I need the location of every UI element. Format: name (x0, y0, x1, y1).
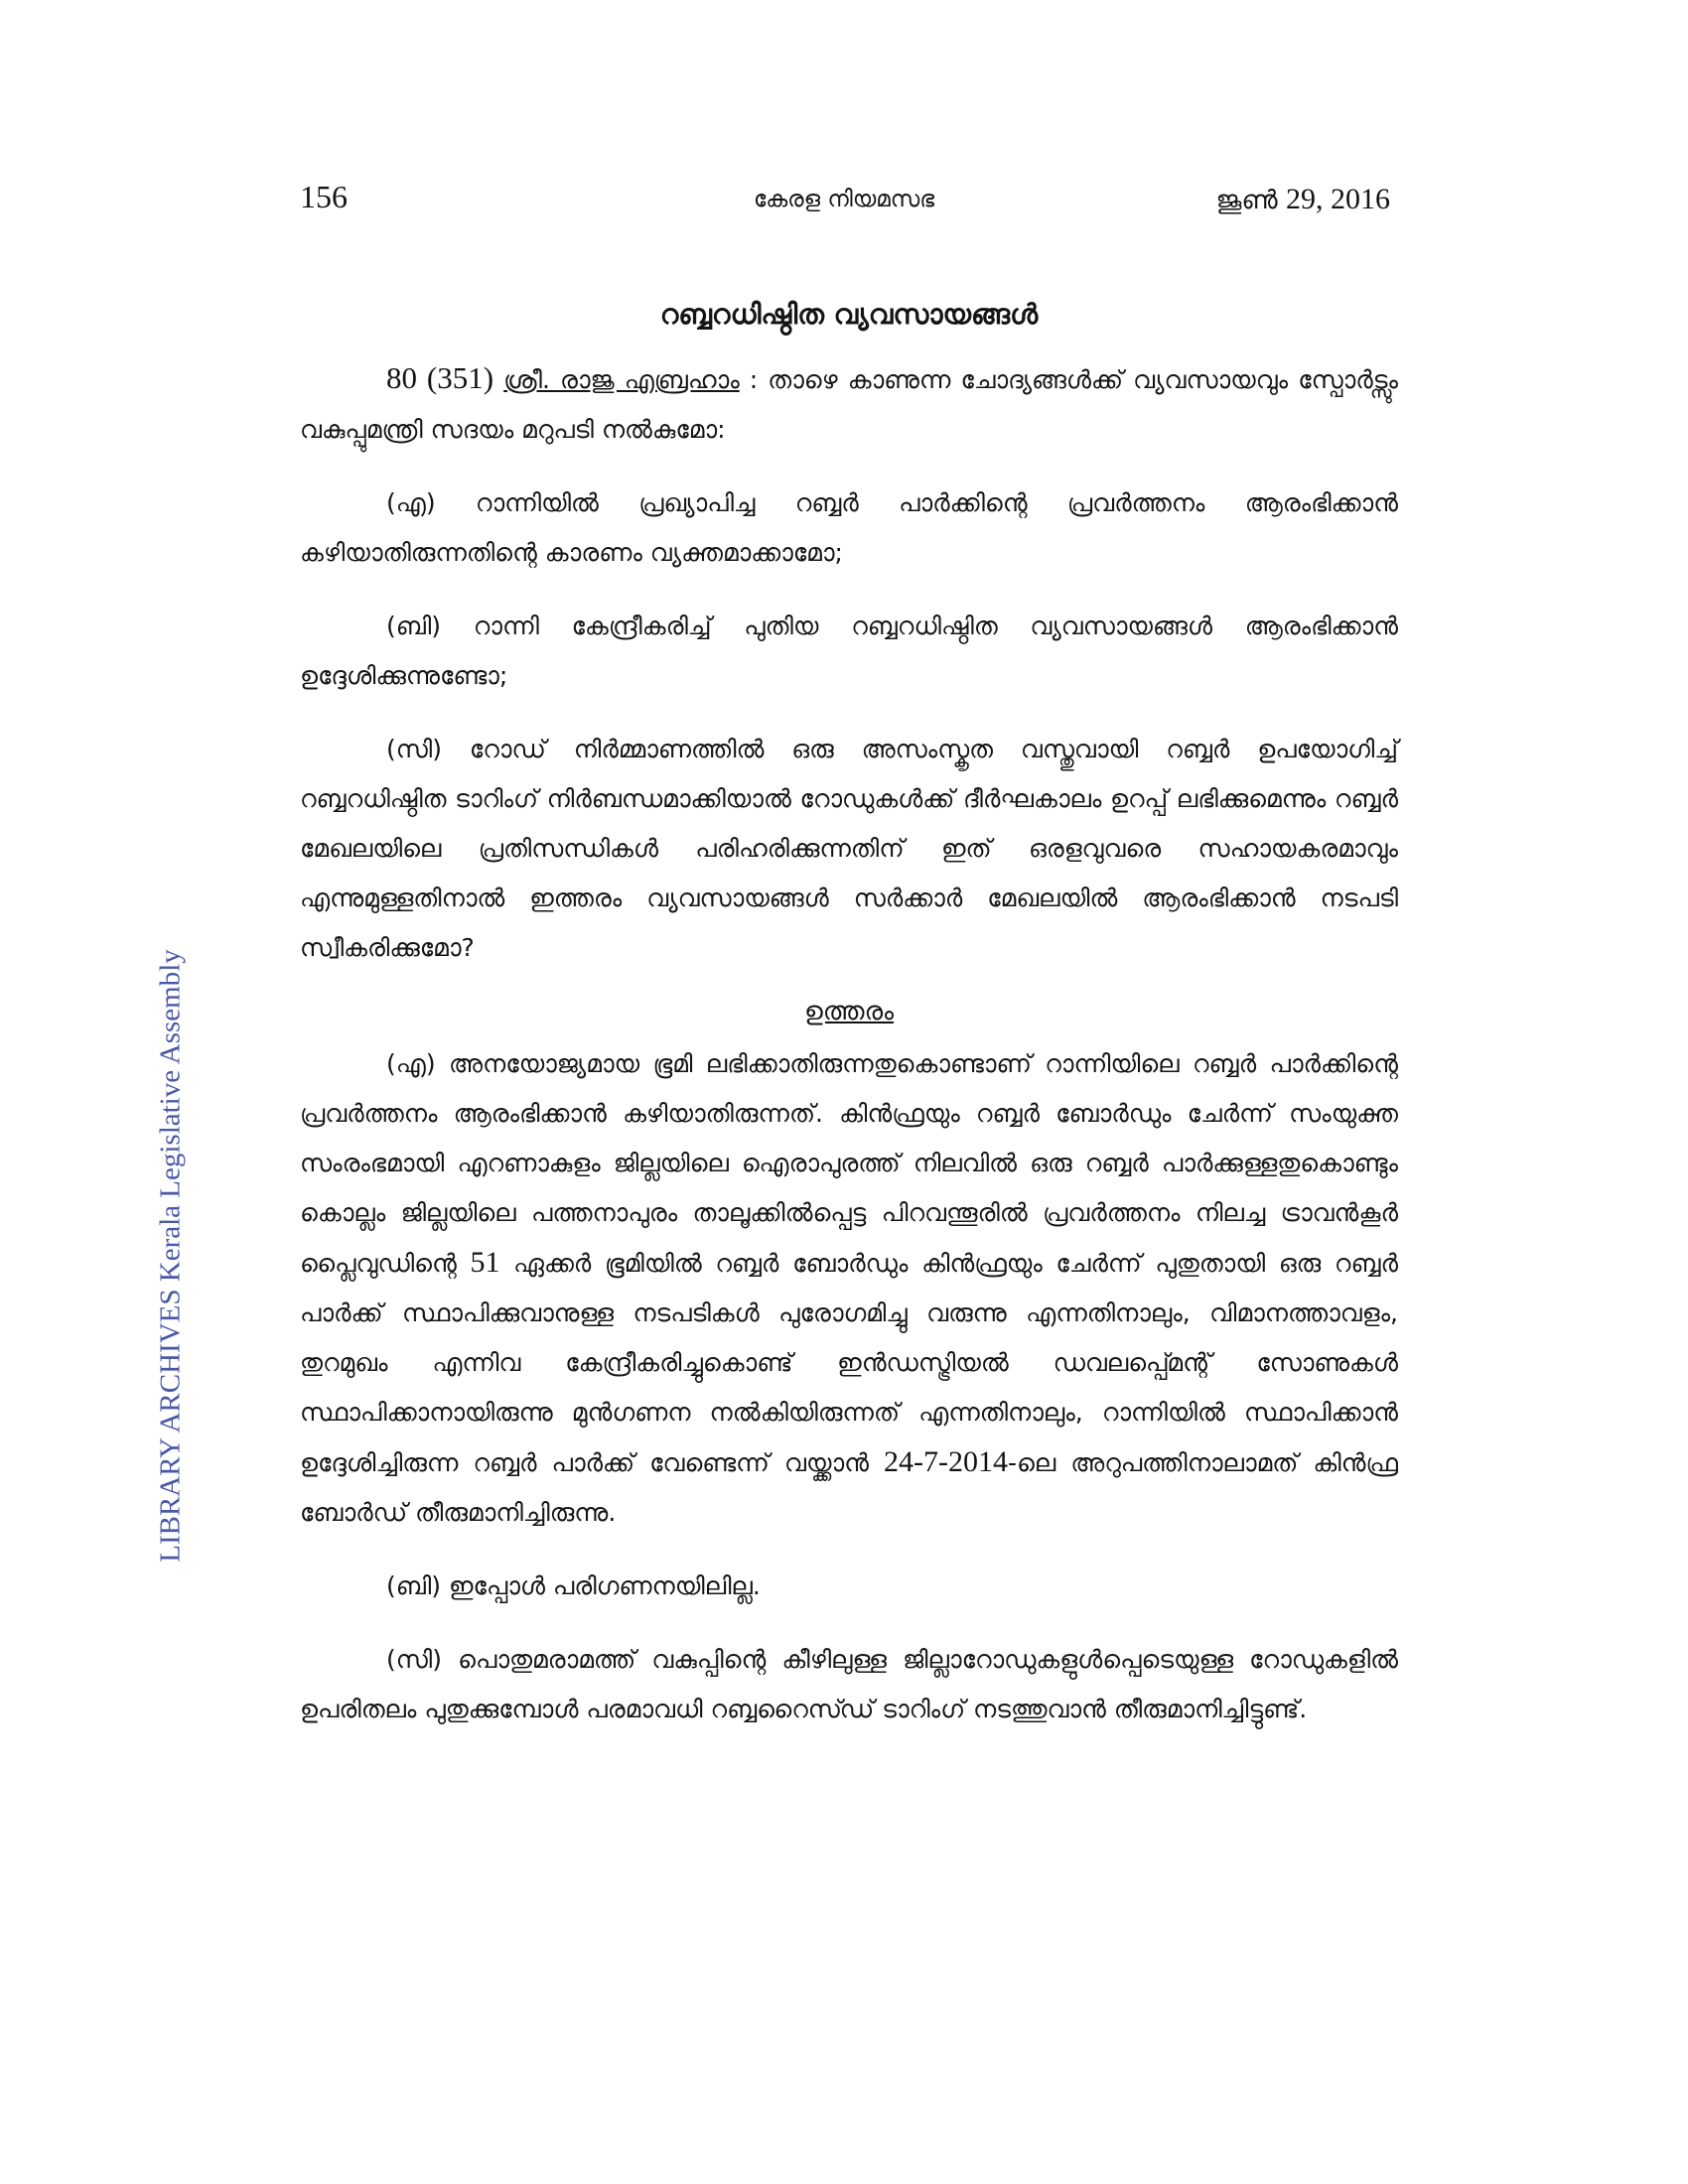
question-number: 80 (351) (386, 360, 494, 395)
question-intro (300, 353, 1398, 455)
question-part-b: (ബി) റാന്നി കേന്ദ്രീകരിച്ച് പുതിയ റബ്ബറധിഷ്ഠിത വ്യവസായങ്ങൾ ആരംഭിക്കാൻ ഉദ്ദേശിക്കുന്നുണ്ടോ; (300, 612, 1398, 690)
question-part-a: (എ) റാന്നിയിൽ പ്രഖ്യാപിച്ച റബ്ബർ പാർക്കിന്റെ പ്രവർത്തനം ആരംഭിക്കാൻ കഴിയാതിരുന്നതിന്റെ കാരണം വ്യക്തമാക്കാമോ; (300, 488, 1398, 567)
answer-part-a-acres: 51 (470, 1246, 500, 1279)
question-intro-text: : താഴെ കാണുന്ന ചോദ്യങ്ങൾക്ക് വ്യവസായവും സ്പോർട്സും വകുപ്പുമന്ത്രി സദയം മറുപടി നൽകുമോ: (300, 365, 1398, 444)
answer-part-a-date: 24-7-2014 (883, 1445, 1008, 1478)
running-title: കേരള നിയമസഭ (753, 187, 935, 212)
answer-part-a-text-1: (എ) അനയോജ്യമായ ഭൂമി ലഭിക്കാതിരുന്നതുകൊണ്ടാണ് റാന്നിയിലെ റബ്ബർ പാർക്കിന്റെ പ്രവർത്തനം ആരംഭിക്കാൻ കഴിയാതിരുന്നത്. കിൻഫ്രയും റബ്ബർ ബോർഡും ചേർന്ന് സംയുക്ത സംരംഭമായി എറണാകുളം ജില്ലയിലെ ഐരാപുരത്ത് നിലവിൽ ഒരു റബ്ബർ പാർക്കുള്ളതുകൊണ്ടും കൊല്ലം ജില്ലയിലെ പത്തനാപുരം താലൂക്കിൽപ്പെട്ട പിറവന്തൂരിൽ പ്രവർത്തനം നിലച്ച ട്രാവൻകൂർ പ്ലൈവുഡിന്റെ (300, 1049, 1398, 1278)
question-part-c: (സി) റോഡ് നിർമ്മാണത്തിൽ ഒരു അസംസ്കൃത വസ്തുവായി റബ്ബർ ഉപയോഗിച്ച് റബ്ബറധിഷ്ഠിത ടാറിംഗ് നിർബന്ധമാക്കിയാൽ റോഡുകൾക്ക് ദീർഘകാലം ഉറപ്പ് ലഭിക്കുമെന്നും റബ്ബർ മേഖലയിലെ പ്രതിസന്ധികൾ പരിഹരിക്കുന്നതിന് ഇത് ഒരളവുവരെ സഹായകരമാവും എന്നുമുള്ളതിനാൽ ഇത്തരം വ്യവസായങ്ങൾ സർക്കാർ മേഖലയിൽ ആരംഭിക്കാൻ നടപടി സ്വീകരിക്കുമോ? (300, 735, 1398, 962)
answer-part-a-text-2: ഏക്കർ ഭൂമിയിൽ റബ്ബർ ബോർഡും കിൻഫ്രയും ചേർന്ന് പുതുതായി ഒരു റബ്ബർ പാർക്ക് സ്ഥാപിക്കുവാനുള്ള നടപടികൾ പുരോഗമിച്ചു വരുന്നു എന്നതിനാലും, വിമാനത്താവളം, തുറമുഖം എന്നിവ കേന്ദ്രീകരിച്ചുകൊണ്ട് ഇൻഡസ്ട്രിയൽ ഡവലപ്പ്മെന്റ് സോണുകൾ സ്ഥാപിക്കാനായിരുന്നു മുൻഗണന നൽകിയിരുന്നത് എന്നതിനാലും, റാന്നിയിൽ സ്ഥാപിക്കാൻ ഉദ്ദേശിച്ചിരുന്ന റബ്ബർ പാർക്ക് വേണ്ടെന്ന് വയ്ക്കാൻ (300, 1249, 1398, 1477)
section-title: റബ്ബറധിഷ്ഠിത വ്യവസായങ്ങൾ (659, 298, 1039, 331)
header-date-month: ജൂൺ (1215, 186, 1278, 215)
archive-stamp-text: LIBRARY ARCHIVES Kerala Legislative Assembly (154, 949, 187, 1563)
header-date-value: 29, 2016 (1286, 183, 1390, 215)
answer-part-a-text-3: -ലെ അറുപത്തിനാലാമത് കിൻഫ്ര ബോർഡ് തീരുമാനിച്ചിരുന്നു. (300, 1448, 1398, 1527)
document-body (300, 298, 1398, 1758)
answer-part-a (300, 1039, 1398, 1538)
answer-part-b: (ബി) ഇപ്പോൾ പരിഗണനയിലില്ല. (386, 1571, 761, 1600)
answer-heading: ഉത്തരം (804, 997, 894, 1026)
page-number: 156 (300, 179, 348, 214)
header-date (1216, 183, 1390, 216)
answer-part-c: (സി) പൊതുമരാമത്ത് വകുപ്പിന്റെ കീഴിലുള്ള ജില്ലാറോഡുകളുൾപ്പെടെയുള്ള റോഡുകളിൽ ഉപരിതലം പുതുക്കുമ്പോൾ പരമാവധി റബ്ബറൈസ്ഡ് ടാറിംഗ് നടത്തുവാൻ തീരുമാനിച്ചിട്ടുണ്ട്. (300, 1645, 1398, 1723)
member-name: ശ്രീ. രാജു എബ്രഹാം (503, 365, 740, 394)
